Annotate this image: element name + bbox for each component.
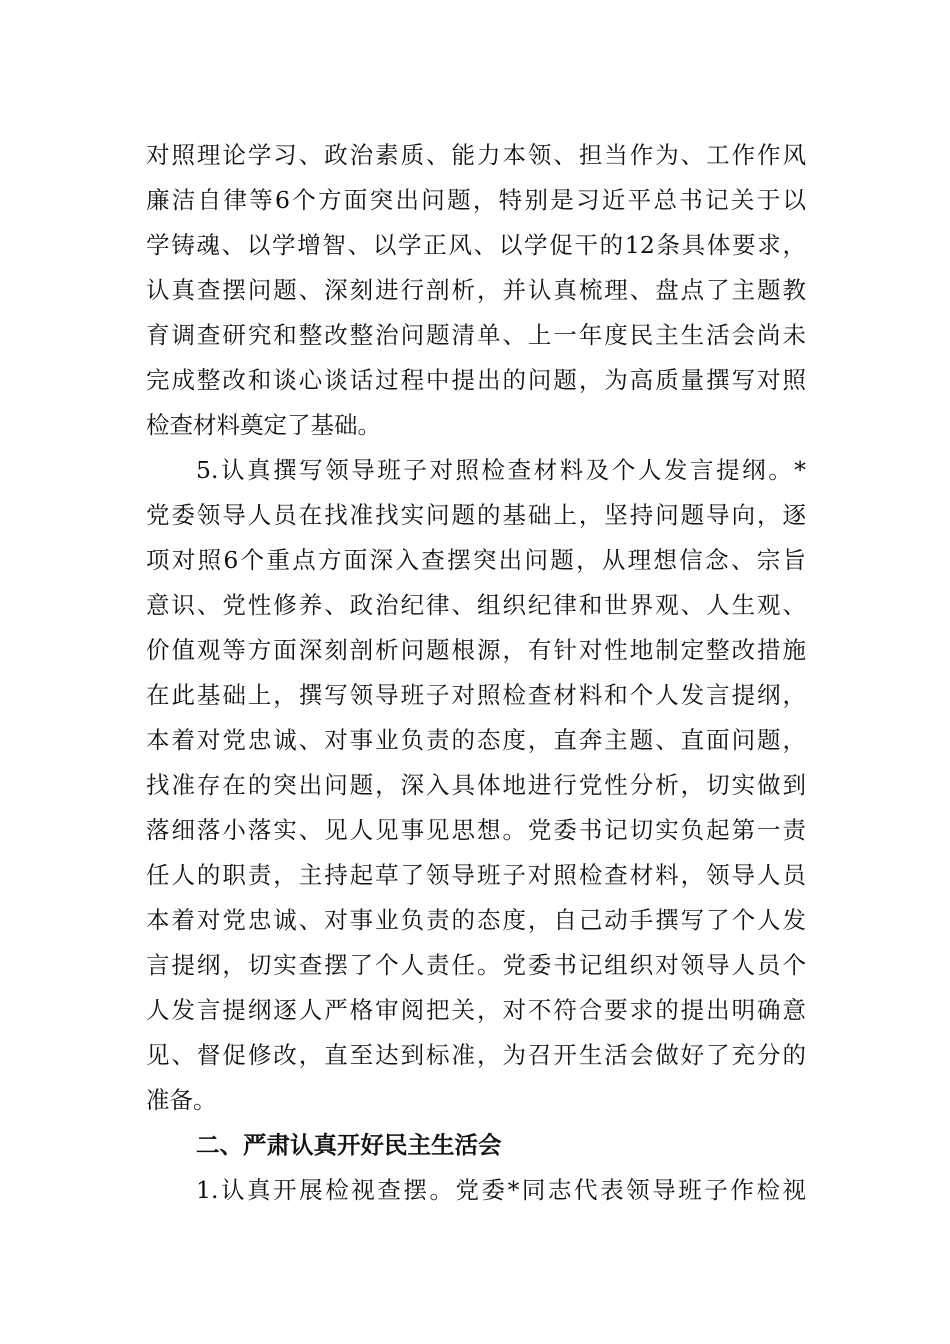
text-line: 准备。 [146,1086,217,1114]
text-line: 见、督促修改，直至达到标准，为召开生活会做好了充分的 [146,1041,806,1069]
text-line: 落细落小落实、见人见事见思想。党委书记切实负起第一责 [146,816,806,844]
text-line: 在此基础上，撰写领导班子对照检查材料和个人发言提纲， [146,681,806,709]
text-line: 意识、党性修养、政治纪律、组织纪律和世界观、人生观、 [146,591,806,619]
text-line: 人发言提纲逐人严格审阅把关，对不符合要求的提出明确意 [146,996,806,1024]
text-line: 言提纲，切实查摆了个人责任。党委书记组织对领导人员个 [146,951,806,979]
text-line: 完成整改和谈心谈话过程中提出的问题，为高质量撰写对照 [146,366,806,394]
paragraph-start-line: 1.认真开展检视查摆。党委*同志代表领导班子作检视 [196,1176,806,1204]
text-line: 党委领导人员在找准找实问题的基础上，坚持问题导向，逐 [146,501,806,529]
text-line: 认真查摆问题、深刻进行剖析，并认真梳理、盘点了主题教 [146,276,806,304]
paragraph-start-line: 5.认真撰写领导班子对照检查材料及个人发言提纲。* [196,456,806,484]
text-line: 本着对党忠诚、对事业负责的态度，直奔主题、直面问题， [146,726,806,754]
text-line: 价值观等方面深刻剖析问题根源，有针对性地制定整改措施 [146,636,806,664]
text-line: 廉洁自律等6个方面突出问题，特别是习近平总书记关于以 [146,186,806,214]
section-heading: 二、严肃认真开好民主生活会 [196,1131,502,1159]
text-line: 本着对党忠诚、对事业负责的态度，自己动手撰写了个人发 [146,906,806,934]
text-line: 任人的职责，主持起草了领导班子对照检查材料，领导人员 [146,861,806,889]
text-line: 找准存在的突出问题，深入具体地进行党性分析，切实做到 [146,771,806,799]
text-line: 检查材料奠定了基础。 [146,411,381,439]
text-line: 项对照6个重点方面深入查摆突出问题，从理想信念、宗旨 [146,546,806,574]
text-line: 对照理论学习、政治素质、能力本领、担当作为、工作作风 [146,141,806,169]
text-line: 育调查研究和整改整治问题清单、上一年度民主生活会尚未 [146,321,806,349]
text-line: 学铸魂、以学增智、以学正风、以学促干的12条具体要求， [146,231,806,259]
